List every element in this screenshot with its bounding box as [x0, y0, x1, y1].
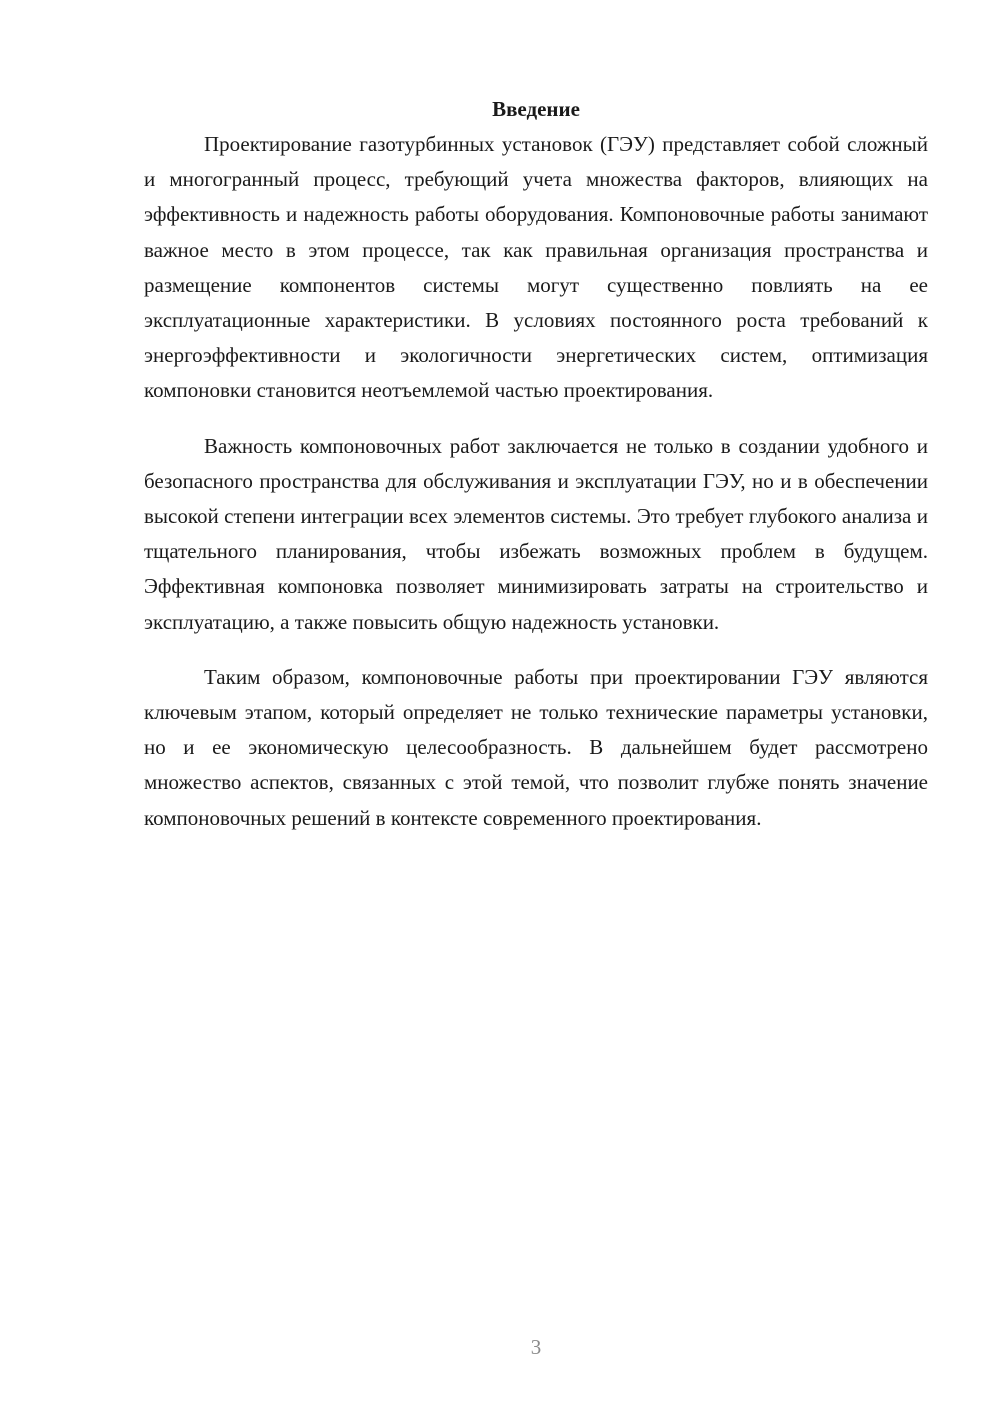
page-content	[144, 92, 928, 836]
page-number: 3	[530, 1335, 542, 1359]
paragraph-1: Проектирование газотурбинных установок (ГЭУ) представляет собой сложный и многогранный процесс, требующий учета множества факторов, влияющих на эффективность и надежность работы оборудования. Компоновочные работы занимают важное место в этом процессе, так как правильная организация пространства и размещение компонентов системы могут существенно повлиять на ее эксплуатационные характеристики. В условиях постоянного роста требований к энергоэффективности и экологичности энергетических систем, оптимизация компоновки становится неотъемлемой частью проектирования.	[144, 132, 928, 403]
paragraph-3: Таким образом, компоновочные работы при проектировании ГЭУ являются ключевым этапом, который определяет не только технические параметры установки, но и ее экономическую целесообразность. В дальнейшем будет рассмотрено множество аспектов, связанных с этой темой, что позволит глубже понять значение компоновочных решений в контексте современного проектирования.	[144, 664, 928, 830]
section-heading: Введение	[492, 97, 580, 121]
paragraph-2: Важность компоновочных работ заключается не только в создании удобного и безопасного пространства для обслуживания и эксплуатации ГЭУ, но и в обеспечении высокой степени интеграции всех элементов системы. Это требует глубокого анализа и тщательного планирования, чтобы избежать возможных проблем в будущем. Эффективная компоновка позволяет минимизировать затраты на строительство и эксплуатацию, а также повысить общую надежность установки.	[144, 433, 928, 634]
